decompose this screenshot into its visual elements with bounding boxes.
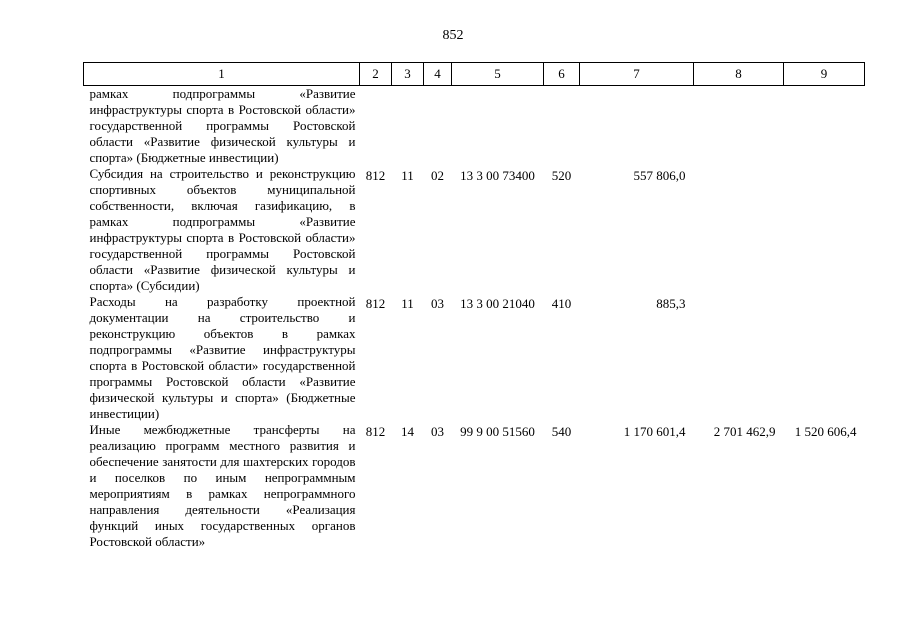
row-col-3: 14 xyxy=(401,424,414,439)
row-col-5: 99 9 00 51560 xyxy=(460,424,535,439)
row-col-3: 11 xyxy=(401,168,414,183)
row-col-4: 03 xyxy=(431,296,444,311)
header-col-8: 8 xyxy=(694,63,784,86)
table-row xyxy=(84,294,865,422)
header-col-3: 3 xyxy=(392,63,424,86)
row-col-9 xyxy=(784,294,865,422)
table-row xyxy=(84,166,865,294)
row-col-8: 2 701 462,9 xyxy=(713,424,776,439)
row-col-4 xyxy=(424,86,452,167)
row-description: Иные межбюджетные трансферты на реализацию программ местного развития и обеспечение занятости для шахтерских городов и поселков по иным непрограммным мероприятиям в рамках непрограммного направления деятельности «Реализация функций иных государственных органов Ростовской области» xyxy=(89,422,356,549)
row-col-2: 812 xyxy=(365,296,386,311)
row-col-2: 812 xyxy=(365,168,386,183)
table-row xyxy=(84,86,865,167)
row-col-6: 520 xyxy=(551,168,572,183)
table-row xyxy=(84,422,865,550)
header-col-2: 2 xyxy=(360,63,392,86)
row-col-4: 02 xyxy=(431,168,444,183)
row-col-8 xyxy=(694,166,784,294)
row-col-5: 13 3 00 73400 xyxy=(460,168,535,183)
header-col-9: 9 xyxy=(784,63,865,86)
row-col-6 xyxy=(544,86,580,167)
row-col-3: 11 xyxy=(401,296,414,311)
header-col-1: 1 xyxy=(84,63,360,86)
row-description: Расходы на разработку проектной документации на строительство и реконструкцию объектов в рамках подпрограммы «Развитие инфраструктуры спорта в Ростовской области» государственной программы Ростовской области «Развитие физической культуры и спорта» (Бюджетные инвестиции) xyxy=(89,294,356,421)
page-number: 852 xyxy=(442,28,464,43)
row-col-9: 1 520 606,4 xyxy=(794,424,857,439)
header-row xyxy=(84,63,865,86)
row-col-7: 885,3 xyxy=(656,296,686,311)
header-col-4: 4 xyxy=(424,63,452,86)
row-col-4: 03 xyxy=(431,424,444,439)
row-col-9 xyxy=(784,86,865,167)
row-description: рамках подпрограммы «Развитие инфраструктуры спорта в Ростовской области» государственной программы Ростовской области «Развитие физической культуры и спорта» (Бюджетные инвестиции) xyxy=(89,86,356,165)
row-col-6: 540 xyxy=(551,424,572,439)
row-col-2 xyxy=(360,86,392,167)
budget-table xyxy=(83,62,865,550)
row-col-7 xyxy=(580,86,694,167)
row-col-6: 410 xyxy=(551,296,572,311)
row-col-9 xyxy=(784,166,865,294)
row-col-2: 812 xyxy=(365,424,386,439)
header-col-7: 7 xyxy=(580,63,694,86)
header-col-5: 5 xyxy=(452,63,544,86)
row-col-8 xyxy=(694,86,784,167)
row-col-3 xyxy=(392,86,424,167)
row-col-5 xyxy=(452,86,544,167)
row-col-8 xyxy=(694,294,784,422)
row-col-5: 13 3 00 21040 xyxy=(460,296,535,311)
row-description: Субсидия на строительство и реконструкцию спортивных объектов муниципальной собственности, включая газификацию, в рамках подпрограммы «Развитие инфраструктуры спорта в Ростовской области» государственной программы Ростовской области «Развитие физической культуры и спорта» (Субсидии) xyxy=(89,166,356,293)
header-col-6: 6 xyxy=(544,63,580,86)
row-col-7: 557 806,0 xyxy=(633,168,686,183)
row-col-7: 1 170 601,4 xyxy=(623,424,686,439)
